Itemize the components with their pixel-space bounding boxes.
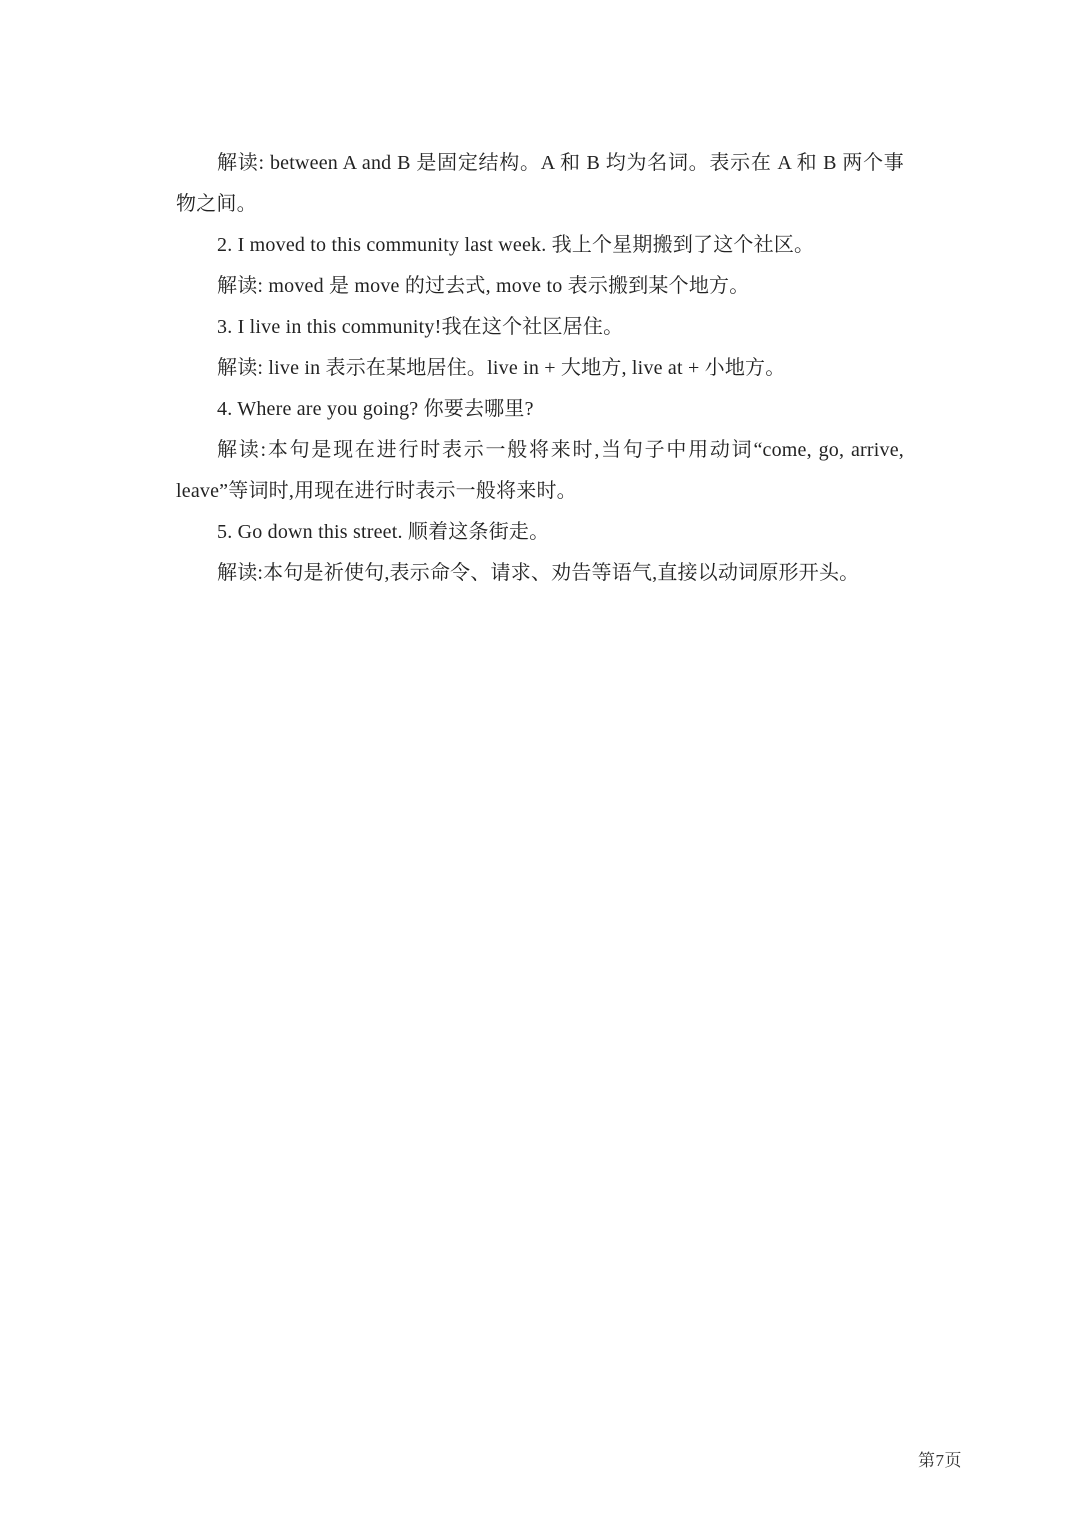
sentence-3: 3. I live in this community!我在这个社区居住。 [217, 316, 624, 338]
explanation-moved: 解读: moved 是 move 的过去式, move to 表示搬到某个地方。 [217, 275, 750, 297]
sentence-2: 2. I moved to this community last week. 我上个星期搬到了这个社区。 [217, 234, 815, 256]
sentence-5: 5. Go down this street. 顺着这条街走。 [217, 521, 550, 543]
explanation-imperative: 解读:本句是祈使句,表示命令、请求、劝告等语气,直接以动词原形开头。 [217, 562, 860, 584]
page-body [176, 143, 904, 594]
explanation-present-continuous: 解读:本句是现在进行时表示一般将来时,当句子中用动词“come, go, arrive, leave”等词时,用现在进行时表示一般将来时。 [176, 439, 904, 502]
explanation-between-a-and-b: 解读: between A and B 是固定结构。A 和 B 均为名词。表示在 A 和 B 两个事物之间。 [176, 152, 904, 215]
sentence-4: 4. Where are you going? 你要去哪里? [217, 398, 534, 420]
page-number: 第7页 [918, 1451, 962, 1470]
explanation-live-in: 解读: live in 表示在某地居住。live in + 大地方, live at + 小地方。 [217, 357, 786, 379]
